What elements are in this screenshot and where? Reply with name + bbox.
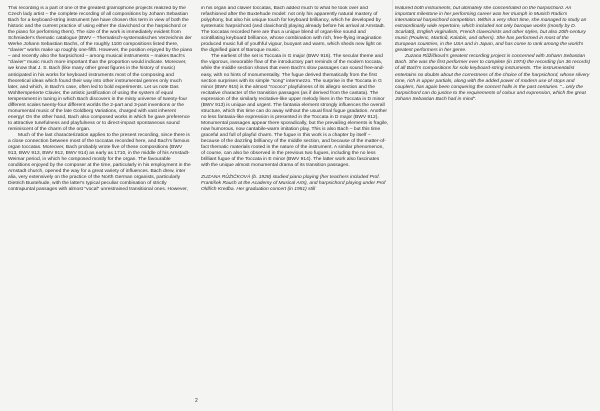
paragraph: Much of the last characterization applies to the present recording, since there is a close connection between most of the toccatas recorded here, and Bach's famous organ toccatas. Moreover, Bach probably wrote five of these compositions (BWV 913, BWV 913, BWV 912, BWV 914) as early as 1710, in the middle of his Arnstadt-Weimar period, in which he composed mostly for the organ. The favourable conditions enjoyed by the composer at the time, particularly in his employment in the Arnstadt church, opened the way for a great variety of influences. Bach drew, inter alia, very extensively on the practice of the North German organists, particularly Dietrich Buxtehude, with the latter's typical peculiar combination of strictly contrapuntal passages with almost "vocal" unrestrained transitional ones. However, (8, 132, 191, 193)
paragraph: This recording is a part of one of the greatest gramophone projects realized by the Czech lady artist – the complete recording of all compositions by Johann Sebastian Bach for a keyboard-string instrument (we have chosen this term in view of both the historic and the current practice of using either the clavichord or the harpsichord or the piano for performing them). The size of the work is immediately evident from Schmieder's thematic catalogue (BWV – Thematisch-systematisches Verzeichnis der Werke Johann Sebastian Bachs, of the roughly 1100 compositions listed there, "clavier" works make up roughly one-fifth. However, the position enjoyed by the piano – and recently also the harpsichord – among musical instruments – makes Bach's "clavier" music much more important than the proportion would indicate. Moreover, we know that J. S. Bach (like many other great figures in the history of music) anticipated in his works for keyboard instruments most of the composing and theoretical ideas which found their way into other instrumental genres only much later, and which, in Bach's case, often led to bold experiments. Let us note Das Wohltemperierte Clavier, the artistic justification of using the system of equal temperament in tuning in which Bach discovers in the misty universe of twenty-four different scales twenty-four different worlds the 2-part and 3-part inventions or the monumental music of the late Goldberg Variations, charged with vast inherent energy! On the other hand, Bach also composed works in which he gave preference to attractive tunefulness and playfulness or to direct-impact spontaneous sound reminiscent of the charm of the organ. (8, 6, 193, 132)
text-column-middle (201, 6, 389, 408)
paragraph: in his organ and clavier toccatas, Bach added much to what he took over and refashioned after the Buxtehude model: not only his apparently natural mastery of polyphony, but also his unique touch for keyboard brilliancy, which he developed by systematic harpsichord (and clavichord) playing already before his arrival at Arnstadt. The toccatas recorded here are thus a unique blend of organ-like sound and scintillating keyboard brilliance, whose combination with rich, free-flying imagination produced music full of youthful vigour, buoyant and warm, which sheds new light on the dignified giant of Baroque music. (201, 6, 386, 54)
page-number: 2 (195, 398, 198, 404)
paragraph: ZUZANA RŮŽIČKOVÁ (b. 1928) studied piano playing (her teachers included Prof. František Rauch at the Academy of Musical Arts), and harpsichord playing under Prof Oldřich Kredba. Her graduation concert (in 1951) still (201, 175, 386, 193)
paragraph: Zuzana Růžičková's greatest recording project is concerned with Johann Sebastian Bach. She was the first performer ever to complete (in 1974) the recording (on 36 records) of all Bach's compositions for solo keyboard-string instruments. The instrumentalist entertains no doubts about the correctness of the choice of the harpsichord, whose silvery tone, rich in upper partials, along with the added power of modern use of stops and couplers, has again been conquering the concert halls in the past centuries. "...only the harpsichord can do justice to the requirements of colour and expression, which the great Johann Sebastian Bach had in mind". (395, 54, 591, 102)
text-column-right (395, 6, 591, 408)
paragraph: featured both instruments, but ultimately she concentrated on the harpsichord. An important milestone in her performing career was her triumph in Munich Radio's international harpsichord competition. Within a very short time, she managed to study an extraordinarily wide repertoire, which included not only baroque works (mostly by D. Scarlatti), English virginalists, French clavecinists and other styles, but also 20th-century music (Poulenc, Martinů, Kalabis, and others). She has performed in most of the European countries, in the USA and in Japan, and has come to rank among the world's greatest performers in her genre. (395, 6, 587, 54)
paragraph: The earliest of the set is Toccata in G major (BWV 916). The secular theme and the vigorous, inexorable flow of the introductory part reminds of the modern toccata, while the middle section shows that even Bach's slow passages can sound free-and-easy, with no hints of monumentality. The fugue derived thematically from the first section surprises with its simple "song" intermezzo. The surprise in the Toccata in G minor (BWV 915) is the almost "rococo" playfulness of its allegro section and the recitative character of the transition passages (as if derived from the cantata). The expression of the similarly recitative-like upper melody lines in the Toccata in D minor (BWV 913) is unique and urgent. The fantasia element strongly influences the overall structure, which this time can do away without the usual final fugue gradation. Another no less fantasia-like expression is presented in the Toccata in D major (BWV 912). Monumental passages appear there sporadically, but the prevailing elements is fragile, now humorous, now cantabile-warm imitation play. This is also Bach – but this time graceful and full of playful charm. The fugue in this work is a chapter by itself – because of the dazzling brilliancy of the middle section, and because of the matter-of-fact thematic materials rooted in the nature of the instrument. A similar phenomenon, of course, can also be observed in the previous two fugues, including the no less brilliant fugue of the Toccata in E minor (BWV 914). The latter work also fascinates with the unique almost monumental drama of its transition passages. (201, 54, 389, 169)
text-column-left (8, 6, 193, 408)
page-fold (392, 0, 393, 411)
